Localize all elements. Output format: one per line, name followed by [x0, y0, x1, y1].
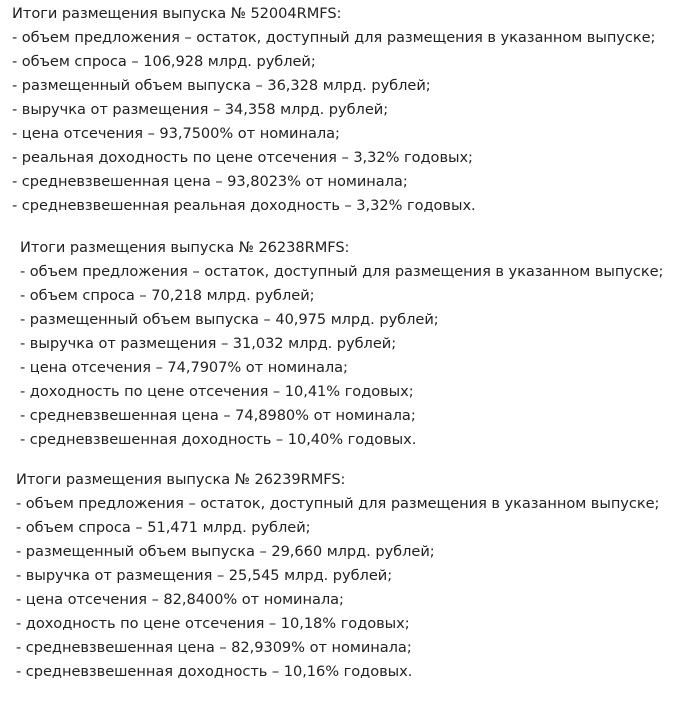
cutoff-price-line: - цена отсечения – 82,8400% от номинала;: [16, 591, 344, 608]
demand-volume-line: - объем спроса – 51,471 млрд. рублей;: [16, 519, 311, 536]
weighted-yield-line: - средневзвешенная доходность – 10,16% годовых.: [16, 663, 413, 680]
issue-block-26239RMFS: [16, 468, 659, 684]
issue-title: Итоги размещения выпуска № 26238RMFS:: [20, 239, 350, 256]
demand-volume-line: - объем спроса – 106,928 млрд. рублей;: [12, 53, 316, 70]
weighted-yield-line: - средневзвешенная реальная доходность – 3,32% годовых.: [12, 197, 476, 214]
offer-volume-line: - объем предложения – остаток, доступный для размещения в указанном выпуске;: [16, 495, 660, 512]
offer-volume-line: - объем предложения – остаток, доступный для размещения в указанном выпуске;: [12, 29, 656, 46]
weighted-yield-line: - средневзвешенная доходность – 10,40% годовых.: [20, 431, 417, 448]
cutoff-yield-line: - реальная доходность по цене отсечения – 3,32% годовых;: [12, 149, 473, 166]
placed-volume-line: - размещенный объем выпуска – 36,328 млрд. рублей;: [12, 77, 431, 94]
offer-volume-line: - объем предложения – остаток, доступный для размещения в указанном выпуске;: [20, 263, 664, 280]
issue-block-52004RMFS: [12, 2, 655, 218]
placed-volume-line: - размещенный объем выпуска – 29,660 млрд. рублей;: [16, 543, 435, 560]
cutoff-price-line: - цена отсечения – 74,7907% от номинала;: [20, 359, 348, 376]
proceeds-line: - выручка от размещения – 34,358 млрд. рублей;: [12, 101, 389, 118]
placed-volume-line: - размещенный объем выпуска – 40,975 млрд. рублей;: [20, 311, 439, 328]
cutoff-yield-line: - доходность по цене отсечения – 10,41% годовых;: [20, 383, 414, 400]
weighted-price-line: - средневзвешенная цена – 82,9309% от номинала;: [16, 639, 412, 656]
weighted-price-line: - средневзвешенная цена – 74,8980% от номинала;: [20, 407, 416, 424]
issue-title: Итоги размещения выпуска № 52004RMFS:: [12, 5, 342, 22]
issue-block-26238RMFS: [20, 236, 663, 452]
weighted-price-line: - средневзвешенная цена – 93,8023% от номинала;: [12, 173, 408, 190]
proceeds-line: - выручка от размещения – 25,545 млрд. рублей;: [16, 567, 393, 584]
demand-volume-line: - объем спроса – 70,218 млрд. рублей;: [20, 287, 315, 304]
issue-title: Итоги размещения выпуска № 26239RMFS:: [16, 471, 346, 488]
cutoff-yield-line: - доходность по цене отсечения – 10,18% годовых;: [16, 615, 410, 632]
proceeds-line: - выручка от размещения – 31,032 млрд. рублей;: [20, 335, 397, 352]
cutoff-price-line: - цена отсечения – 93,7500% от номинала;: [12, 125, 340, 142]
